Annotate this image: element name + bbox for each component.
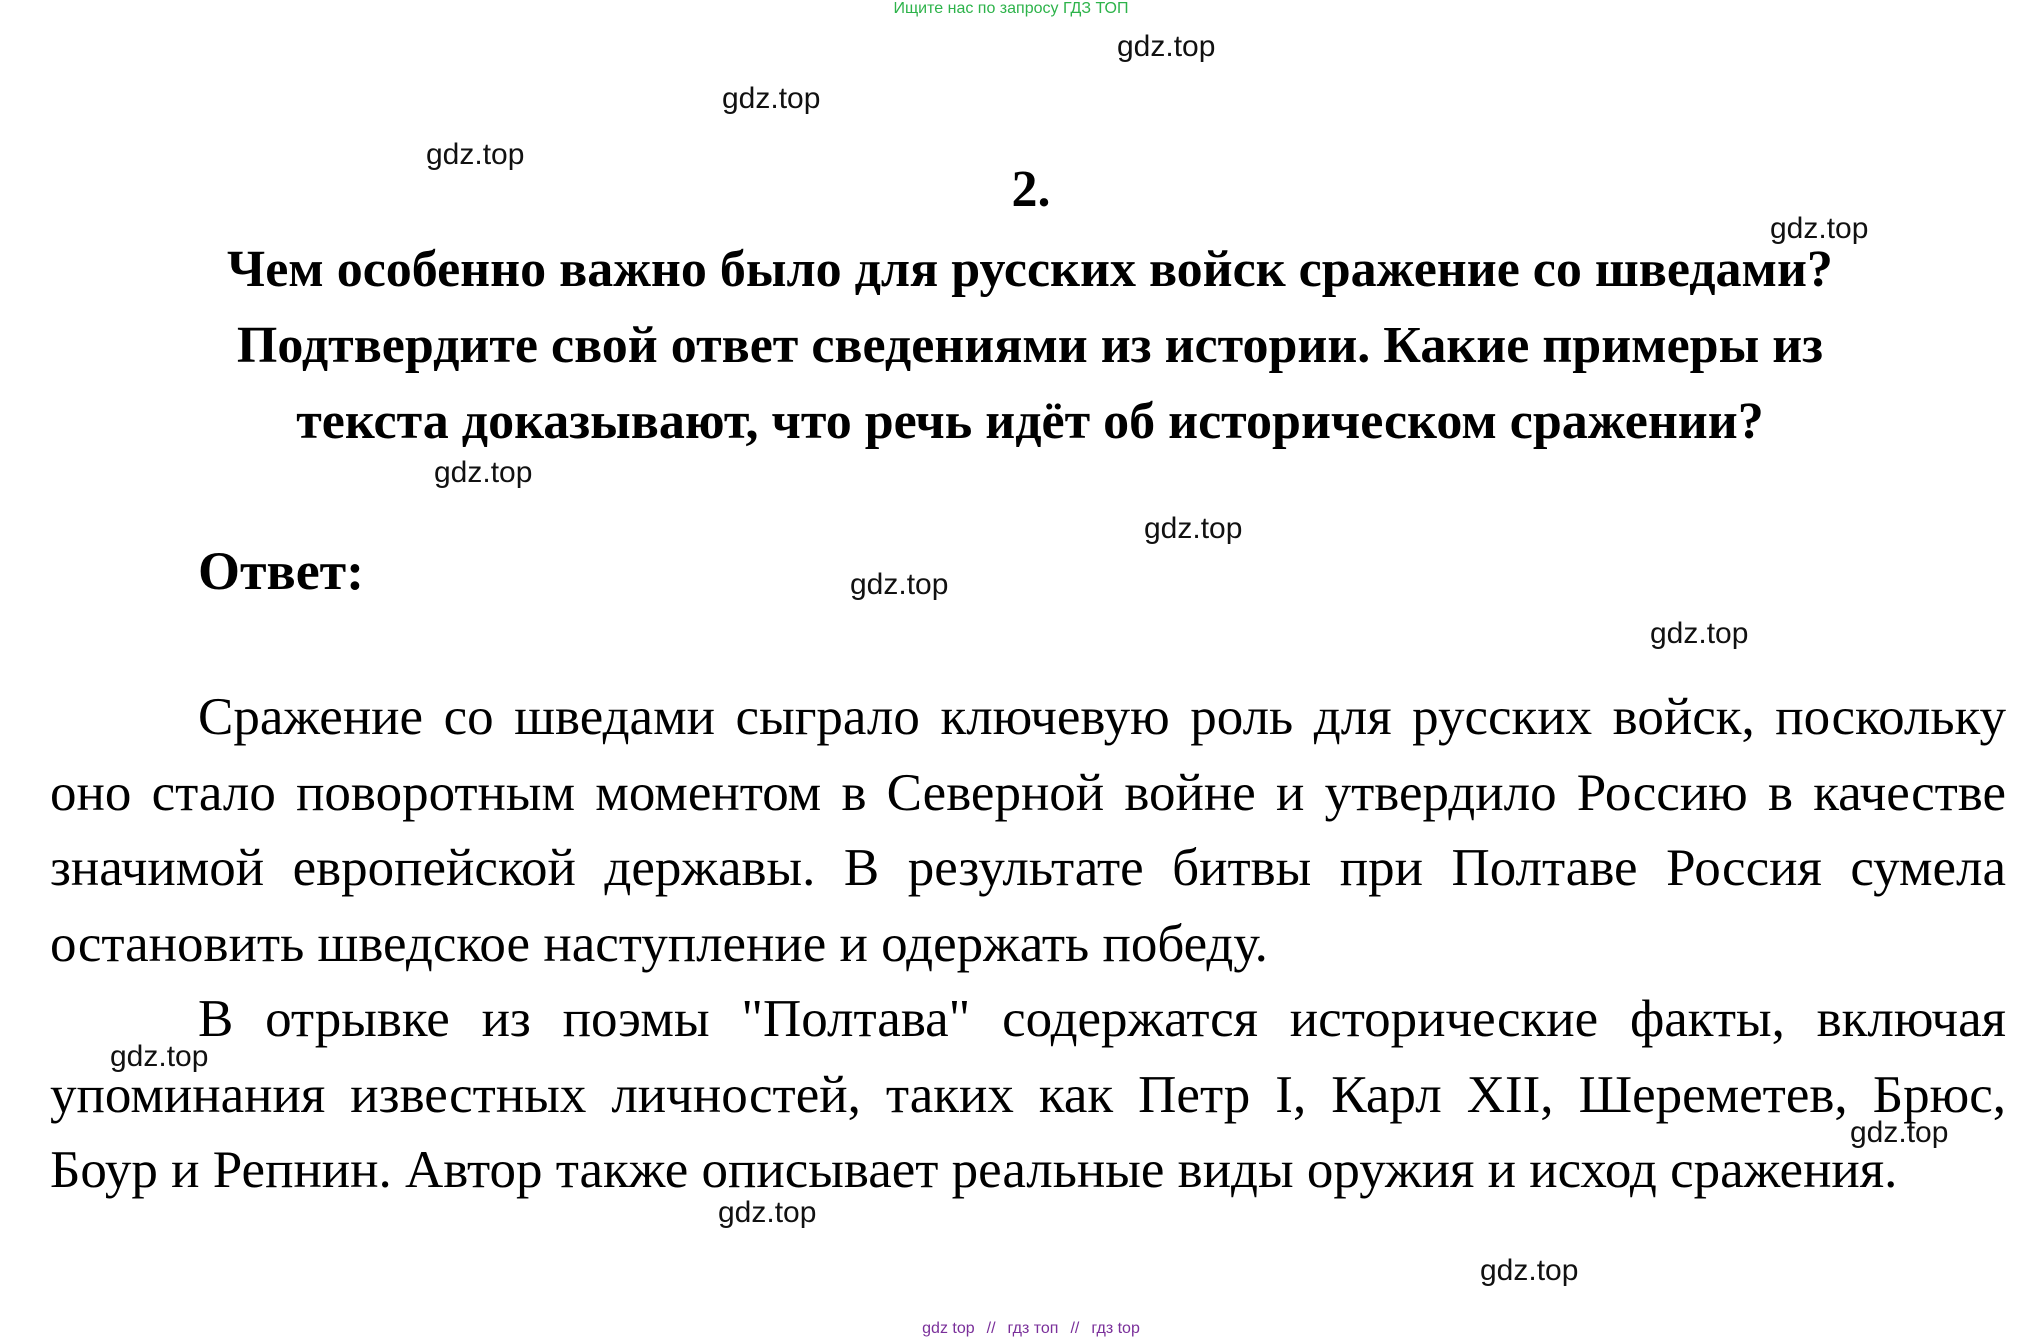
watermark: gdz.top <box>718 1196 817 1229</box>
footer-separator: // <box>1070 1320 1080 1337</box>
answer-label: Ответ: <box>198 541 365 601</box>
watermark: gdz.top <box>1850 1116 1949 1149</box>
question-text <box>70 232 1990 460</box>
watermark: gdz.top <box>850 568 949 601</box>
question-line: Подтвердите свой ответ сведениями из истории. Какие примеры из <box>236 317 1824 374</box>
answer-paragraph: Сражение со шведами сыграло ключевую роль для русских войск, поскольку оно стало поворотным моментом в Северной войне и утвердило Россию в качестве значимой европейской державы. В результате битвы при Полтаве Россия сумела остановить шведское наступление и одержать победу. <box>50 688 2006 973</box>
answer-paragraph: В отрывке из поэмы "Полтава" содержатся исторические факты, включая упоминания известных личностей, таких как Петр I, Карл XII, Шереметев, Брюс, Боур и Репнин. Автор также описывает реальные виды оружия и исход сражения. <box>50 990 2006 1199</box>
footer-link[interactable]: гдз top <box>1091 1320 1140 1337</box>
task-number: 2. <box>1011 161 1051 218</box>
footer-link[interactable]: гдз топ <box>1007 1320 1059 1337</box>
watermark: gdz.top <box>722 82 821 115</box>
question-line: Чем особенно важно было для русских войск сражение со шведами? <box>227 241 1833 298</box>
watermark: gdz.top <box>110 1040 209 1073</box>
footer-link[interactable]: gdz top <box>922 1320 975 1337</box>
footer <box>10 1320 2042 1338</box>
header-banner: Ищите нас по запросу ГДЗ ТОП <box>893 0 1129 17</box>
footer-separator: // <box>986 1320 996 1337</box>
watermark: gdz.top <box>1650 617 1749 650</box>
watermark: gdz.top <box>434 456 533 489</box>
watermark: gdz.top <box>1770 212 1869 245</box>
watermark: gdz.top <box>426 138 525 171</box>
watermark: gdz.top <box>1144 512 1243 545</box>
answer-body <box>50 680 2006 1209</box>
question-line: текста доказывают, что речь идёт об историческом сражении? <box>296 393 1764 450</box>
watermark: gdz.top <box>1117 30 1216 63</box>
watermark: gdz.top <box>1480 1254 1579 1287</box>
